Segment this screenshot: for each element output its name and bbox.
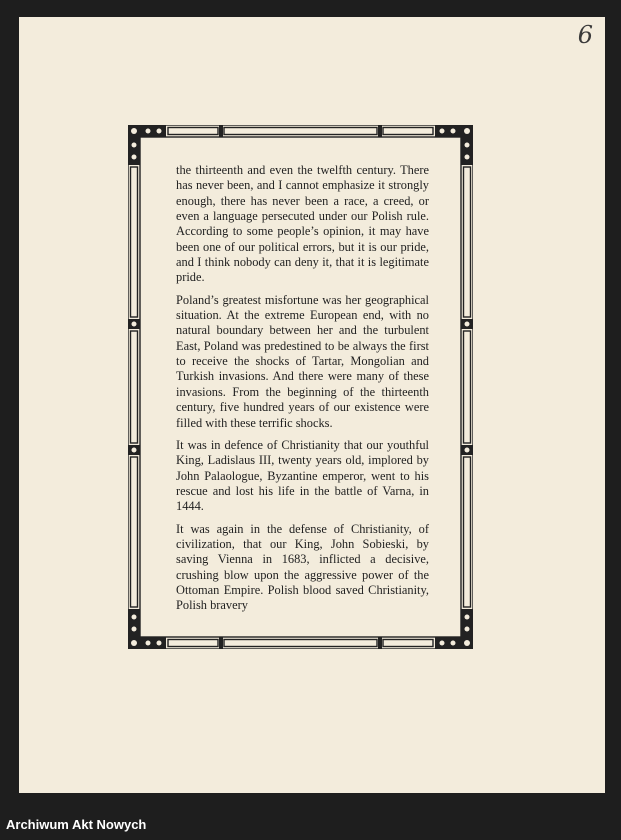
body-text <box>176 163 429 621</box>
paragraph-4: It was again in the defense of Christianity, of civilization, that our King, John Sobieski, by saving Vienna in 1683, inflicted a decisive, crushing blow upon the aggressive power of the Ottoman Empire. Polish blood saved Christianity, Polish bravery <box>176 521 429 613</box>
paragraph-1: the thirteenth and even the twelfth century. There has never been, and I cannot emphasize it strongly enough, there has never been a race, a creed, or even a language persecuted under our Polish rule. According to some people’s opinion, it may have been one of our political errors, but it is our pride, and I think nobody can deny it, that it is legitimate pride. <box>176 163 429 285</box>
archive-label: Archiwum Akt Nowych <box>6 817 147 832</box>
paragraph-3: It was in defence of Christianity that our youthful King, Ladislaus III, twenty years old, implored by John Palaologue, Byzantine emperor, went to his rescue and lost his life in the battle of Varna, in 1444. <box>176 437 429 514</box>
paragraph-2: Poland’s greatest misfortune was her geographical situation. At the extreme European end, with no natural boundary between her and the turbulent East, Poland was predestined to be always the first to receive the shocks of Tartar, Mongolian and Turkish invasions. And there were many of these invasions. From the beginning of the thirteenth century, five hundred years of our existence were filled with these terrific shocks. <box>176 292 429 430</box>
document-page <box>19 17 605 793</box>
page-number: 6 <box>577 21 593 49</box>
